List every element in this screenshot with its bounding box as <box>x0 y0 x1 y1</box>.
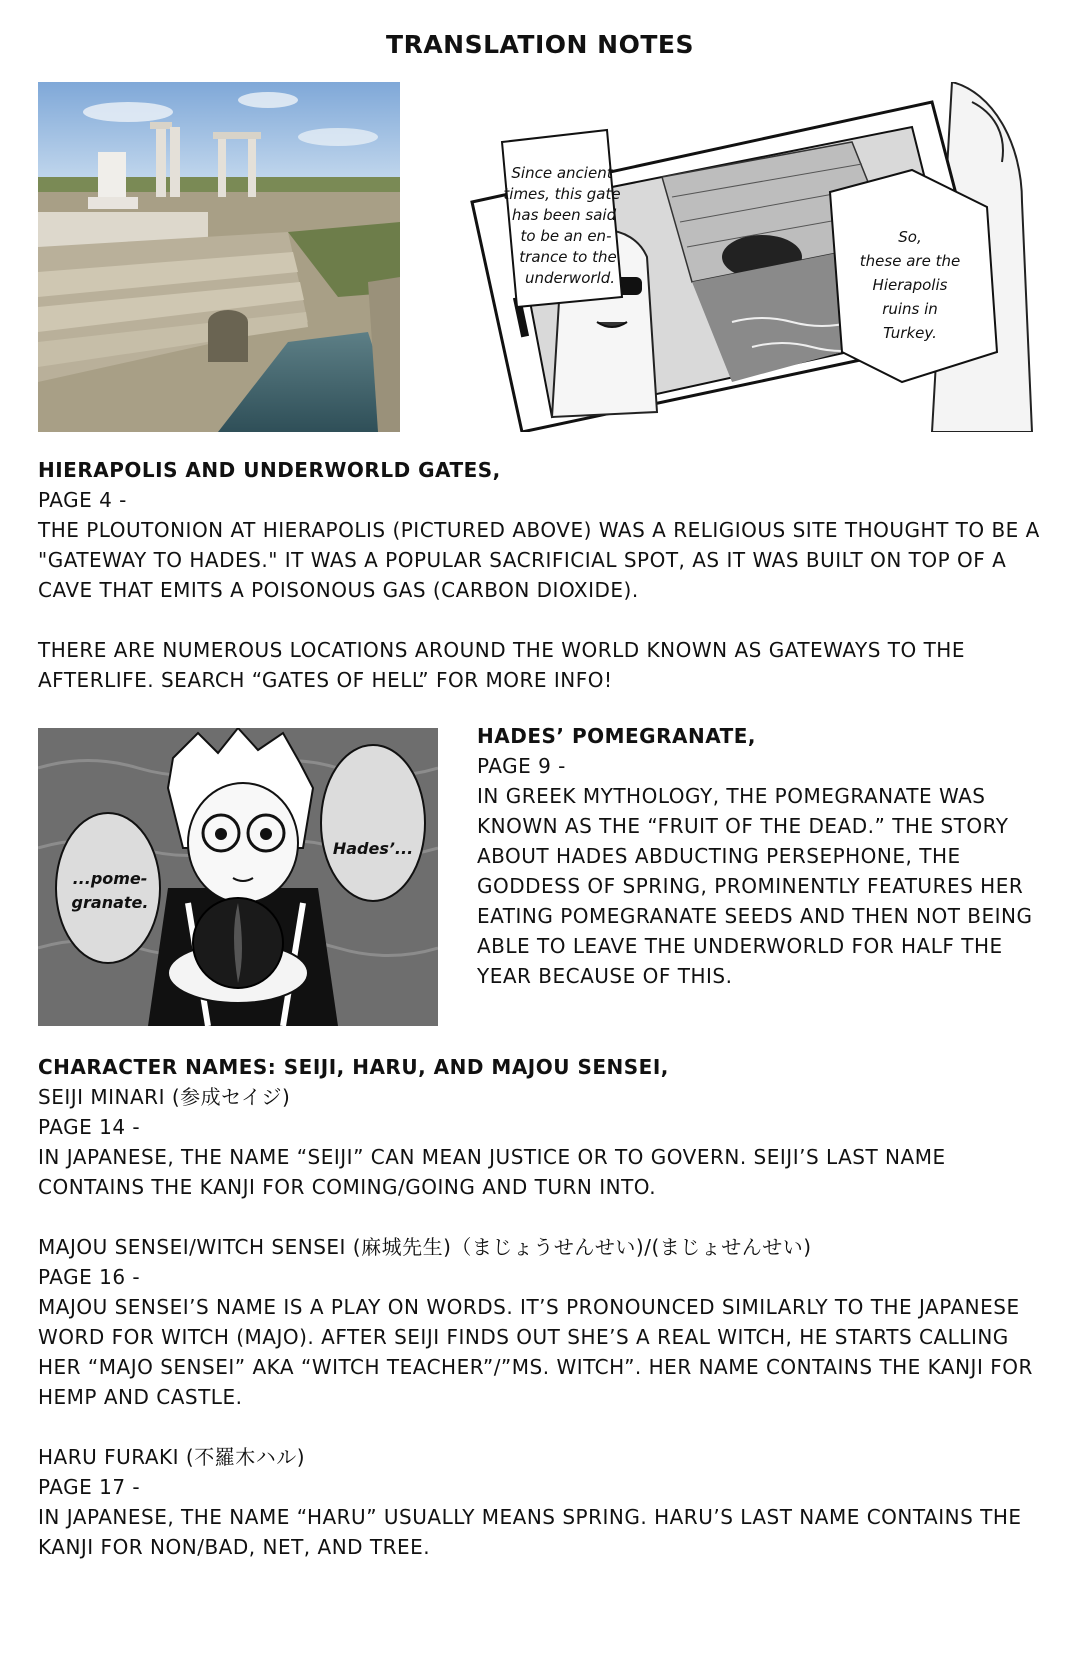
character-name: HARU FURAKI (不羅木ハル) <box>38 1445 305 1469</box>
bubble-text-line: Turkey. <box>883 324 937 342</box>
page-reference: PAGE 14 - <box>38 1115 141 1139</box>
bubble-text-line: granate. <box>71 893 149 912</box>
page-title: TRANSLATION NOTES <box>386 30 694 59</box>
bubble-text-line: to be an en- <box>520 227 612 245</box>
character-name: MAJOU SENSEI/WITCH SENSEI (麻城先生)（まじょうせんせい)/(まじょせんせい) <box>38 1235 812 1259</box>
bubble-text-line: ruins in <box>882 300 938 318</box>
section-paragraph: MAJOU SENSEI’S NAME IS A PLAY ON WORDS. IT’S PRONOUNCED SIMILARLY TO THE JAPANESE WORD FOR WITCH (MAJO). AFTER SEIJI FINDS OUT SHE’S A REAL WITCH, HE STARTS CALLING HER “MAJO SENSEI” AKA “WITCH TEACHER”/”MS. WITCH”. HER NAME CONTAINS THE KANJI FOR HEMP AND CASTLE. <box>38 1295 1033 1409</box>
section-paragraph: IN JAPANESE, THE NAME “HARU” USUALLY MEANS SPRING. HARU’S LAST NAME CONTAINS THE KANJI FOR NON/BAD, NET, AND TREE. <box>38 1505 1022 1559</box>
bubble-text-line: times, this gate <box>503 185 621 203</box>
hierapolis-photo <box>38 82 400 432</box>
bubble-text-line: Hierapolis <box>872 276 948 294</box>
bubble-text-line: these are the <box>859 252 961 270</box>
section-paragraph: IN GREEK MYTHOLOGY, THE POMEGRANATE WAS KNOWN AS THE “FRUIT OF THE DEAD.” THE STORY ABOUT HADES ABDUCTING PERSEPHONE, THE GODDESS OF SPRING, PROMINENTLY FEATURES HER EATING POMEGRANATE SEEDS AND THEN NOT BEING ABLE TO LEAVE THE UNDERWORLD FOR HALF THE YEAR BECAUSE OF THIS. <box>477 784 1033 988</box>
section-paragraph: IN JAPANESE, THE NAME “SEIJI” CAN MEAN JUSTICE OR TO GOVERN. SEIJI’S LAST NAME CONTAINS THE KANJI FOR COMING/GOING AND TURN INTO. <box>38 1145 946 1199</box>
bubble-text-line: trance to the <box>519 248 617 266</box>
bubble-text-line: underworld. <box>525 269 615 287</box>
page-reference: PAGE 16 - <box>38 1265 141 1289</box>
bubble-text-line: ...pome- <box>72 869 148 888</box>
manga-panel-pomegranate <box>38 728 438 1026</box>
page-reference: PAGE 9 - <box>477 754 566 778</box>
bubble-text-line: Since ancient <box>511 164 613 182</box>
page-reference: PAGE 4 - <box>38 488 127 512</box>
section-paragraph: THERE ARE NUMEROUS LOCATIONS AROUND THE WORLD KNOWN AS GATEWAYS TO THE AFTERLIFE. SEARCH “GATES OF HELL” FOR MORE INFO! <box>38 638 965 692</box>
manga-panel-phone <box>432 82 1038 432</box>
bubble-text-line: Hades’... <box>332 839 414 858</box>
section-pomegranate <box>477 721 1037 991</box>
section-paragraph: THE PLOUTONION AT HIERAPOLIS (PICTURED ABOVE) WAS A RELIGIOUS SITE THOUGHT TO BE A "GATEWAY TO HADES." IT WAS A POPULAR SACRIFICIAL SPOT, AS IT WAS BUILT ON TOP OF A CAVE THAT EMITS A POISONOUS GAS (CARBON DIOXIDE). <box>38 518 1040 602</box>
page-reference: PAGE 17 - <box>38 1475 141 1499</box>
section-heading: HADES’ POMEGRANATE, <box>477 724 757 748</box>
bubble-text-line: has been said <box>511 206 617 224</box>
section-heading: CHARACTER NAMES: SEIJI, HARU, AND MAJOU SENSEI, <box>38 1055 669 1079</box>
character-name: SEIJI MINARI (参成セイジ) <box>38 1085 291 1109</box>
section-character-names <box>38 1052 1048 1562</box>
bubble-text-line: So, <box>898 228 922 246</box>
section-heading: HIERAPOLIS AND UNDERWORLD GATES, <box>38 458 501 482</box>
section-hierapolis <box>38 455 1048 695</box>
